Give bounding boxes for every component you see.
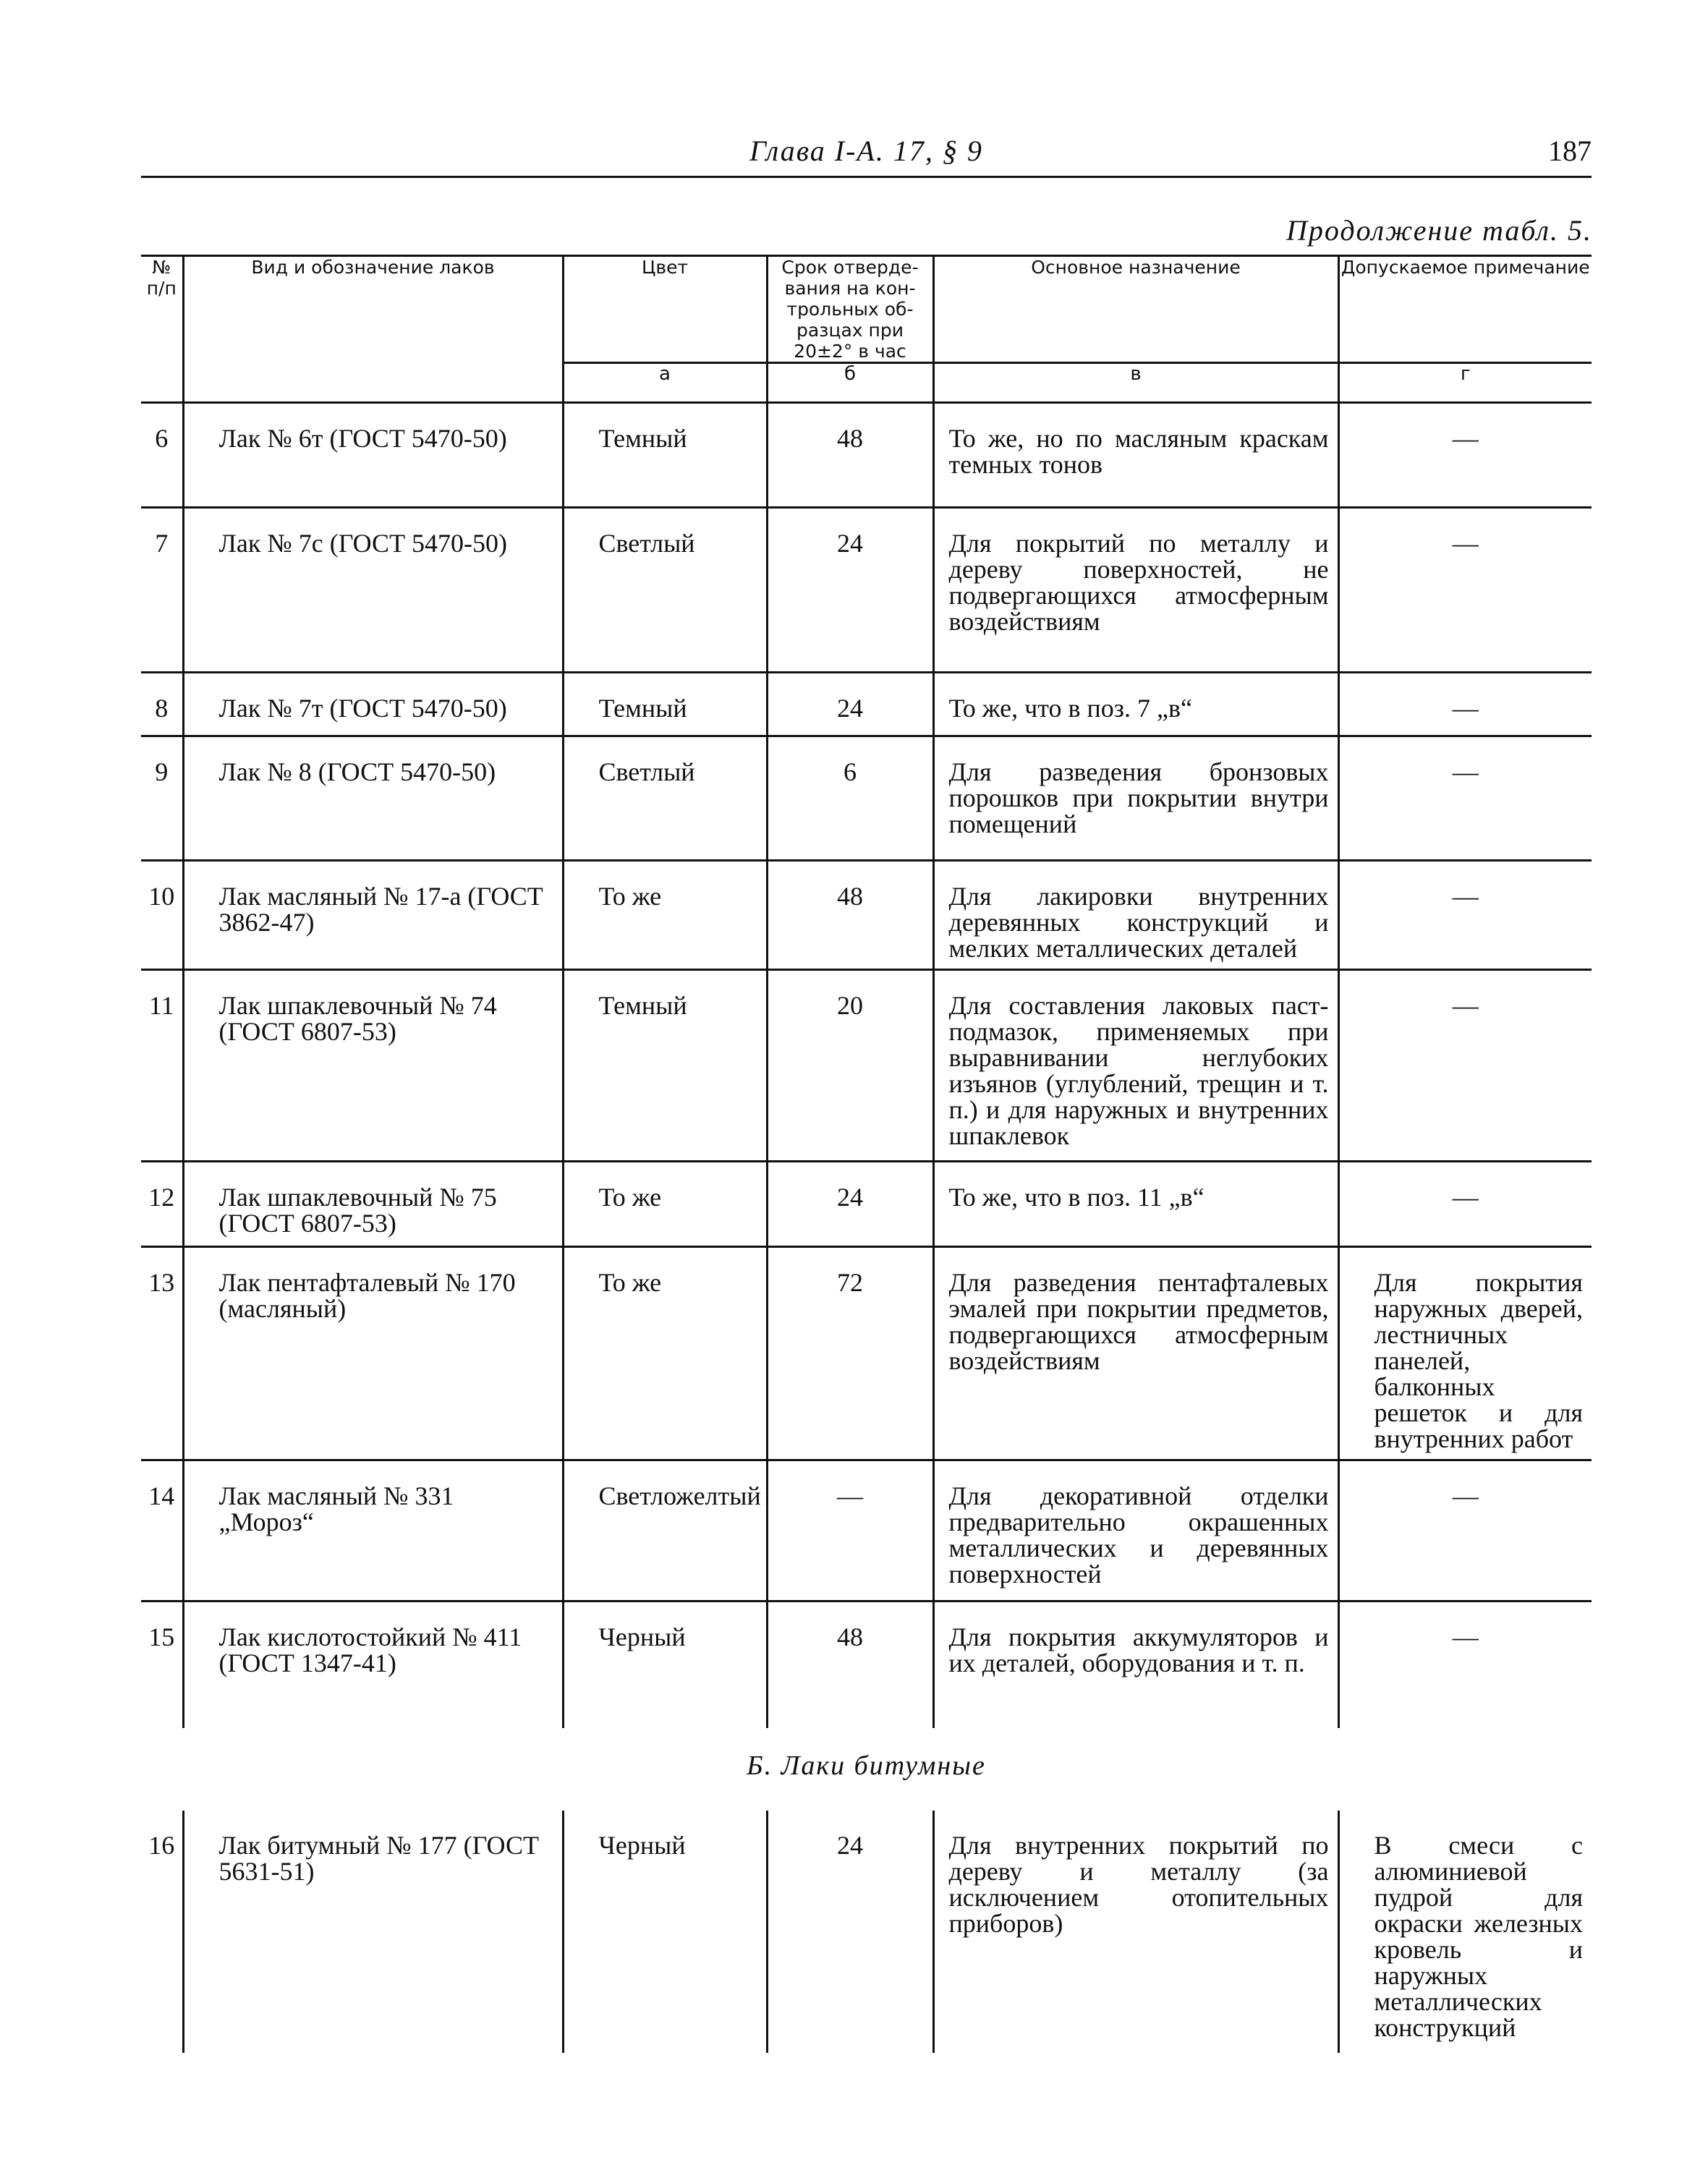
- row-color: Черный: [563, 1811, 767, 2053]
- table-row: [141, 861, 1592, 970]
- row-time: 20: [767, 970, 933, 1162]
- row-purpose: Для декоративной отделки предварительно окрашенных металлических и деревянных поверхностей: [933, 1460, 1338, 1601]
- row-note: —: [1338, 403, 1592, 508]
- row-color: Светложелтый: [563, 1460, 767, 1601]
- row-name: Лак пентафталевый № 170 (масляный): [183, 1247, 563, 1460]
- table-row: [141, 970, 1592, 1162]
- row-time: 24: [767, 1811, 933, 2053]
- row-num: 11: [141, 970, 183, 1162]
- col-header-name: Вид и обозначение лаков: [183, 256, 563, 403]
- row-color: Светлый: [563, 736, 767, 861]
- row-note: —: [1338, 1162, 1592, 1247]
- row-note: —: [1338, 736, 1592, 861]
- col-header-num: № п/п: [141, 256, 183, 403]
- row-color: То же: [563, 861, 767, 970]
- page-number: 187: [1548, 135, 1592, 167]
- row-time: 48: [767, 1601, 933, 1728]
- row-name: Лак масляный № 331 „Мороз“: [183, 1460, 563, 1601]
- table-row: [141, 736, 1592, 861]
- row-note: —: [1338, 673, 1592, 736]
- table-row: [141, 403, 1592, 508]
- lacquer-table: [141, 255, 1592, 2053]
- row-name: Лак № 6т (ГОСТ 5470-50): [183, 403, 563, 508]
- table-continuation-label: Продолжение табл. 5.: [1286, 214, 1592, 247]
- row-time: 72: [767, 1247, 933, 1460]
- row-note: —: [1338, 508, 1592, 673]
- row-name: Лак шпаклевочный № 74 (ГОСТ 6807-53): [183, 970, 563, 1162]
- table-row: [141, 1460, 1592, 1601]
- row-purpose: Для покрытий по металлу и дереву поверхностей, не подвергающихся атмосферным воздействиям: [933, 508, 1338, 673]
- row-time: —: [767, 1460, 933, 1601]
- row-color: Темный: [563, 403, 767, 508]
- section-b-title: Б. Лаки битумные: [747, 1750, 986, 1781]
- table-row: [141, 1811, 1592, 2053]
- row-note: —: [1338, 970, 1592, 1162]
- table-row: [141, 508, 1592, 673]
- col-letter-a: а: [563, 363, 767, 403]
- table-row: [141, 673, 1592, 736]
- row-purpose: То же, что в поз. 11 „в“: [933, 1162, 1338, 1247]
- row-note: —: [1338, 861, 1592, 970]
- row-purpose: То же, но по масляным краскам темных тонов: [933, 403, 1338, 508]
- row-time: 24: [767, 508, 933, 673]
- row-name: Лак масляный № 17-а (ГОСТ 3862-47): [183, 861, 563, 970]
- row-name: Лак битумный № 177 (ГОСТ 5631-51): [183, 1811, 563, 2053]
- row-num: 7: [141, 508, 183, 673]
- row-color: Темный: [563, 673, 767, 736]
- row-note: Для покрытия наружных дверей, лестничных панелей, балконных решеток и для внутренних работ: [1338, 1247, 1592, 1460]
- row-purpose: Для разведения бронзовых порошков при покрытии внутри помещений: [933, 736, 1338, 861]
- row-purpose: Для составления лаковых паст-подмазок, применяемых при выравнивании неглубоких изъянов (углублений, трещин и т. п.) и для наружных и внутренних шпаклевок: [933, 970, 1338, 1162]
- row-num: 8: [141, 673, 183, 736]
- row-note: —: [1338, 1601, 1592, 1728]
- col-header-purpose: Основное назначение: [933, 256, 1338, 363]
- table-row: [141, 1601, 1592, 1728]
- row-time: 48: [767, 403, 933, 508]
- row-name: Лак кислотостойкий № 411 (ГОСТ 1347-41): [183, 1601, 563, 1728]
- col-header-note: Допускаемое примечание: [1338, 256, 1592, 363]
- page-header: [141, 134, 1592, 177]
- row-time: 24: [767, 1162, 933, 1247]
- row-name: Лак № 7с (ГОСТ 5470-50): [183, 508, 563, 673]
- row-purpose: Для покрытия аккумуляторов и их деталей, оборудования и т. п.: [933, 1601, 1338, 1728]
- col-header-color: Цвет: [563, 256, 767, 363]
- row-note: В смеси с алюминиевой пудрой для окраски железных кровель и наружных металлических конструкций: [1338, 1811, 1592, 2053]
- table-row: [141, 1162, 1592, 1247]
- table-row: [141, 1247, 1592, 1460]
- row-color: Светлый: [563, 508, 767, 673]
- row-time: 6: [767, 736, 933, 861]
- row-purpose: То же, что в поз. 7 „в“: [933, 673, 1338, 736]
- row-num: 16: [148, 1830, 175, 1860]
- row-num: 12: [141, 1162, 183, 1247]
- row-num: 13: [141, 1247, 183, 1460]
- row-color: Черный: [563, 1601, 767, 1728]
- row-purpose: Для лакировки внутренних деревянных конструкций и мелких металлических деталей: [933, 861, 1338, 970]
- col-letter-v: в: [933, 363, 1338, 403]
- col-letter-g: г: [1338, 363, 1592, 403]
- row-time: 24: [767, 673, 933, 736]
- row-name: Лак шпаклевочный № 75 (ГОСТ 6807-53): [183, 1162, 563, 1247]
- row-num: 10: [141, 861, 183, 970]
- row-color: Темный: [563, 970, 767, 1162]
- header-rule: [141, 176, 1592, 178]
- row-num: 14: [141, 1460, 183, 1601]
- row-name: Лак № 7т (ГОСТ 5470-50): [183, 673, 563, 736]
- row-note: —: [1338, 1460, 1592, 1601]
- row-purpose: Для внутренних покрытий по дереву и металлу (за исключением отопительных приборов): [933, 1811, 1338, 2053]
- col-letter-b: б: [767, 363, 933, 403]
- chapter-title: Глава I-А. 17, § 9: [749, 135, 983, 167]
- row-time: 48: [767, 861, 933, 970]
- row-name: Лак № 8 (ГОСТ 5470-50): [183, 736, 563, 861]
- row-num: 9: [141, 736, 183, 861]
- row-purpose: Для разведения пентафталевых эмалей при покрытии предметов, подвергающихся атмосферным воздействиям: [933, 1247, 1338, 1460]
- section-b-heading-row: [141, 1728, 1592, 1811]
- col-header-time: Срок отверде-вания на кон-трольных об-разцах при 20±2° в час: [767, 256, 933, 363]
- row-num: 15: [141, 1601, 183, 1728]
- row-color: То же: [563, 1162, 767, 1247]
- row-color: То же: [563, 1247, 767, 1460]
- row-num: 6: [141, 403, 183, 508]
